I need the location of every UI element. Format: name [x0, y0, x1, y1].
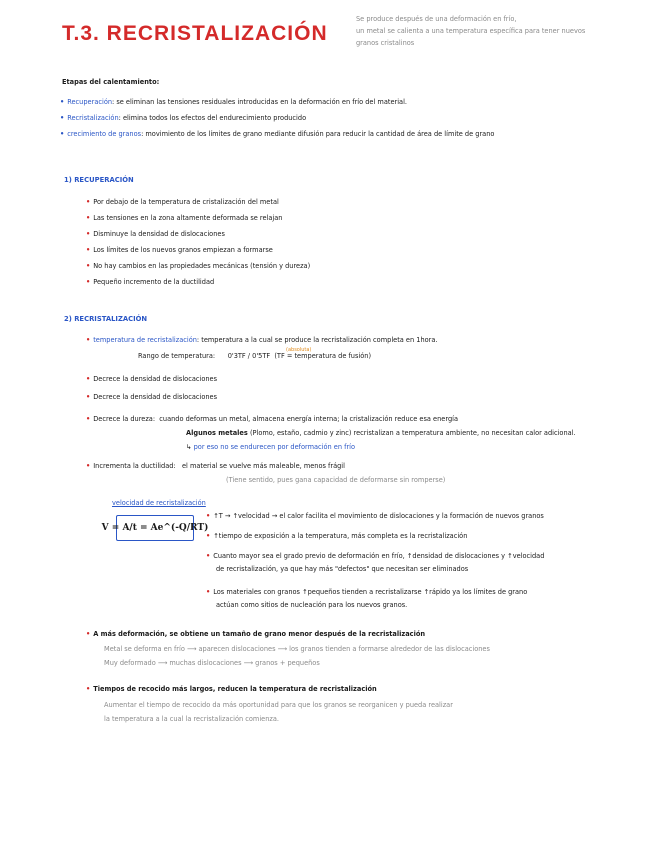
algunos-line: Algunos metales (Plomo, estaño, cadmio y zinc) recristalizan a temperatura ambiente, no necesitan calor adicional.	[186, 429, 576, 437]
mas-deform-sub: Muy deformado ⟶ muchas dislocaciones ⟶ granos + pequeños	[104, 659, 320, 667]
etapa-item: • Recuperación: se eliminan las tensiones residuales introducidas en la deformación en frío del material.	[60, 98, 408, 106]
velocidad-formula: V = A/t = Ae^(-Q/RT)	[116, 515, 194, 541]
page-title: T.3. RECRISTALIZACIÓN	[62, 22, 328, 45]
vel-item: • Los materiales con granos ↑pequeños tienden a recristalizarse ↑rápido ya los límites de grano	[206, 588, 528, 596]
s2-item: • Decrece la densidad de dislocaciones	[86, 375, 218, 383]
etapa-term: Recristalización	[67, 114, 119, 122]
tiempos-sub: Aumentar el tiempo de recocido da más oportunidad para que los granos se reorganicen y pueda realizar	[104, 701, 453, 709]
s1-item: • Por debajo de la temperatura de cristalización del metal	[86, 198, 279, 206]
s1-item: • Disminuye la densidad de dislocaciones	[86, 230, 225, 238]
intro-line-2: un metal se calienta a una temperatura específica para tener nuevos	[356, 27, 586, 35]
s2-temp-item: • temperatura de recristalización: temperatura a la cual se produce la recristalización completa en 1hora.	[86, 336, 438, 344]
s1-item: • No hay cambios en las propiedades mecánicas (tensión y dureza)	[86, 262, 311, 270]
velocidad-heading: velocidad de recristalización	[112, 499, 206, 507]
vel-item-cont: de recristalización, ya que hay más "defectos" que necesitan ser eliminados	[216, 565, 469, 573]
intro-line-1: Se produce después de una deformación en frío,	[356, 15, 517, 23]
etapa-text: : se eliminan las tensiones residuales introducidas en la deformación en frío del material.	[112, 98, 408, 106]
vel-item-cont: actúan como sitios de nucleación para los nuevos granos.	[216, 601, 408, 609]
algunos-sub: ↳ por eso no se endurecen por deformación en frío	[186, 443, 356, 451]
tiempos-item: • Tiempos de recocido más largos, reducen la temperatura de recristalización	[86, 685, 377, 693]
etapas-heading: Etapas del calentamiento:	[62, 78, 160, 86]
etapa-term: crecimiento de granos	[67, 130, 142, 138]
s1-item: • Pequeño incremento de la ductilidad	[86, 278, 215, 286]
s2-dureza-item: • Decrece la dureza: cuando deformas un metal, almacena energía interna; la cristalización reduce esa energía	[86, 415, 459, 423]
tiempos-sub: la temperatura a la cual la recristalización comienza.	[104, 715, 280, 723]
section-1-heading: 1) RECUPERACIÓN	[64, 176, 134, 184]
s1-item: • Los límites de los nuevos granos empiezan a formarse	[86, 246, 273, 254]
vel-item: • Cuanto mayor sea el grado previo de deformación en frío, ↑densidad de dislocaciones y ↑velocidad	[206, 552, 545, 560]
mas-deform-sub: Metal se deforma en frío ⟶ aparecen dislocaciones ⟶ los granos tienden a formarse alrededor de las dislocaciones	[104, 645, 490, 653]
rango-line: Rango de temperatura: 0'3TF / 0'5TF (TF = temperatura de fusión)	[138, 352, 372, 360]
mas-deform-item: • A más deformación, se obtiene un tamaño de grano menor después de la recristalización	[86, 630, 426, 638]
etapa-text: : elimina todos los efectos del endurecimiento producido	[118, 114, 307, 122]
ductilidad-sub: (Tiene sentido, pues gana capacidad de deformarse sin romperse)	[226, 476, 446, 484]
etapa-text: : movimiento de los límites de grano mediante difusión para reducir la cantidad de área de límite de grano	[141, 130, 495, 138]
s2-ductilidad-item: • Incrementa la ductilidad: el material se vuelve más maleable, menos frágil	[86, 462, 345, 470]
rango-tag: (absoluta)	[286, 347, 312, 353]
etapa-term: Recuperación	[67, 98, 113, 106]
vel-item: • ↑tiempo de exposición a la temperatura, más completa es la recristalización	[206, 532, 468, 540]
etapa-item: • crecimiento de granos: movimiento de los límites de grano mediante difusión para reducir la cantidad de área de límite de grano	[60, 130, 495, 138]
s1-item: • Las tensiones en la zona altamente deformada se relajan	[86, 214, 283, 222]
etapa-item: • Recristalización: elimina todos los efectos del endurecimiento producido	[60, 114, 307, 122]
vel-item: • ↑T → ↑velocidad → el calor facilita el movimiento de dislocaciones y la formación de nuevos granos	[206, 512, 544, 520]
intro-line-3: granos cristalinos	[356, 39, 415, 47]
s2-item: • Decrece la densidad de dislocaciones	[86, 393, 218, 401]
section-2-heading: 2) RECRISTALIZACIÓN	[64, 315, 148, 323]
